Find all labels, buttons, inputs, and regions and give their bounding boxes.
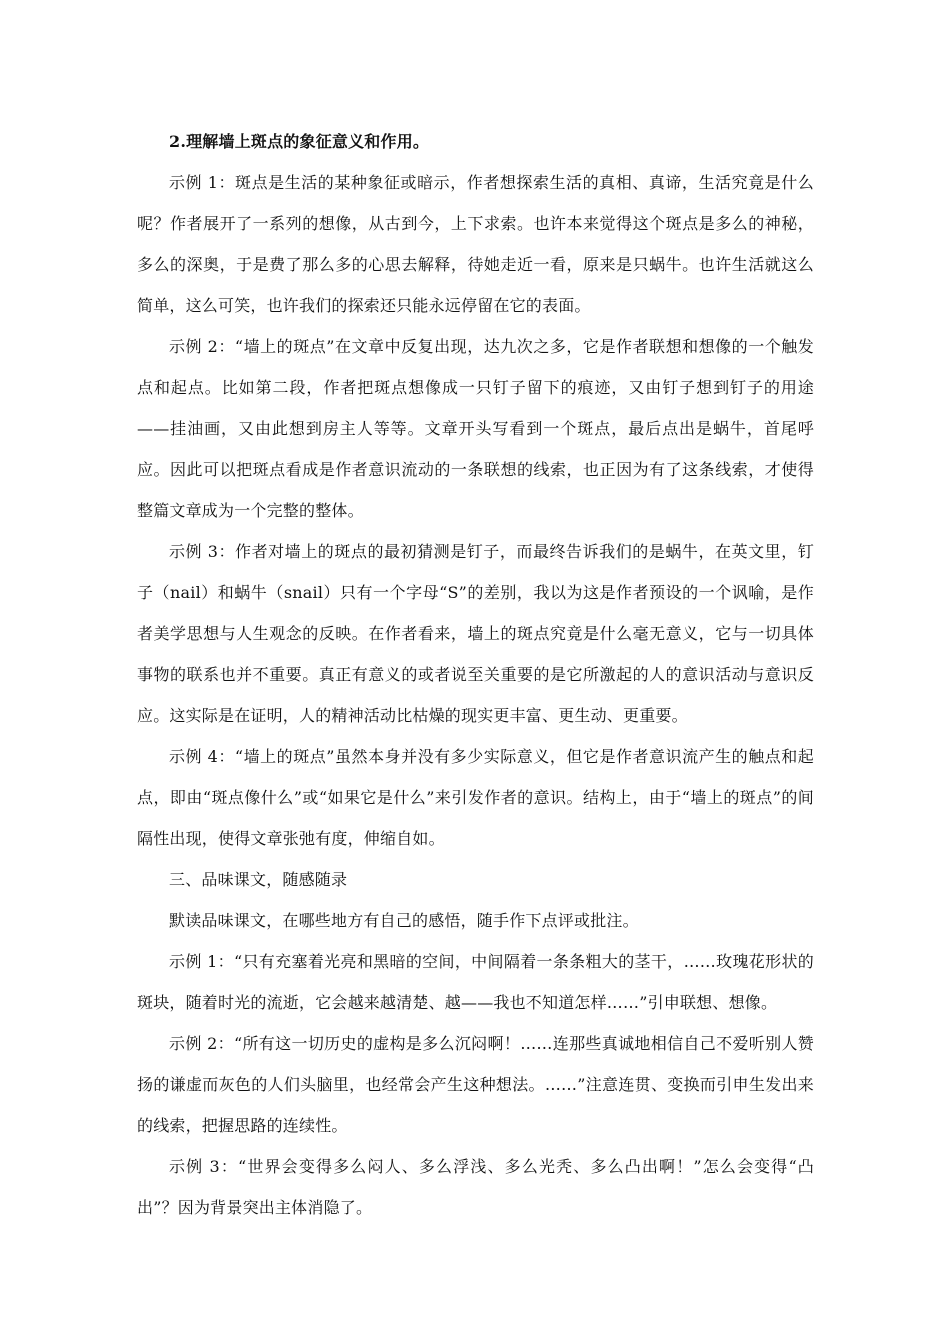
annotation-example-3: 示例 3：“世界会变得多么闷人、多么浮浅、多么光秃、多么凸出啊！”怎么会变得“凸出”？因为背景突出主体消隐了。 — [137, 1157, 814, 1217]
example-1-paragraph: 示例 1：斑点是生活的某种象征或暗示，作者想探索生活的真相、真谛，生活究竟是什么呢？作者展开了一系列的想像，从古到今，上下求索。也许本来觉得这个斑点是多么的神秘，多么的深奥，于是费了那么多的心思去解释，待她走近一看，原来是只蜗牛。也许生活就这么简单，这么可笑，也许我们的探索还只能永远停留在它的表面。 — [137, 173, 814, 315]
annotation-example-2: 示例 2：“所有这一切历史的虚构是多么沉闷啊！……连那些真诚地相信自己不爱听别人赞扬的谦虚而灰色的人们头脑里，也经常会产生这种想法。……”注意连贯、变换而引申生发出来的线索，把握思路的连续性。 — [137, 1034, 814, 1135]
section-heading-3: 三、品味课文，随感随录 — [169, 870, 348, 889]
instruction-paragraph: 默读品味课文，在哪些地方有自己的感悟，随手作下点评或批注。 — [169, 911, 639, 930]
example-2-paragraph: 示例 2：“墙上的斑点”在文章中反复出现，达九次之多，它是作者联想和想像的一个触发点和起点。比如第二段，作者把斑点想像成一只钉子留下的痕迹，又由钉子想到钉子的用途——挂油画，又由此想到房主人等等。文章开头写看到一个斑点，最后点出是蜗牛，首尾呼应。因此可以把斑点看成是作者意识流动的一条联想的线索，也正因为有了这条线索，才使得整篇文章成为一个完整的整体。 — [137, 337, 814, 520]
document-body — [137, 121, 814, 1228]
example-4-paragraph: 示例 4：“墙上的斑点”虽然本身并没有多少实际意义，但它是作者意识流产生的触点和起点，即由“斑点像什么”或“如果它是什么”来引发作者的意识。结构上，由于“墙上的斑点”的间隔性出现，使得文章张弛有度，伸缩自如。 — [137, 747, 814, 848]
example-3-paragraph: 示例 3：作者对墙上的斑点的最初猜测是钉子，而最终告诉我们的是蜗牛，在英文里，钉子（nail）和蜗牛（snail）只有一个字母“S”的差别，我以为这是作者预设的一个讽喻，是作者美学思想与人生观念的反映。在作者看来，墙上的斑点究竟是什么毫无意义，它与一切具体事物的联系也并不重要。真正有意义的或者说至关重要的是它所激起的人的意识活动与意识反应。这实际是在证明，人的精神活动比枯燥的现实更丰富、更生动、更重要。 — [137, 542, 814, 725]
annotation-example-1: 示例 1：“只有充塞着光亮和黑暗的空间，中间隔着一条条粗大的茎干，……玫瑰花形状的斑块，随着时光的流逝，它会越来越清楚、越——我也不知道怎样……”引申联想、想像。 — [137, 952, 814, 1012]
section-heading-2: 2.理解墙上斑点的象征意义和作用。 — [169, 132, 430, 151]
